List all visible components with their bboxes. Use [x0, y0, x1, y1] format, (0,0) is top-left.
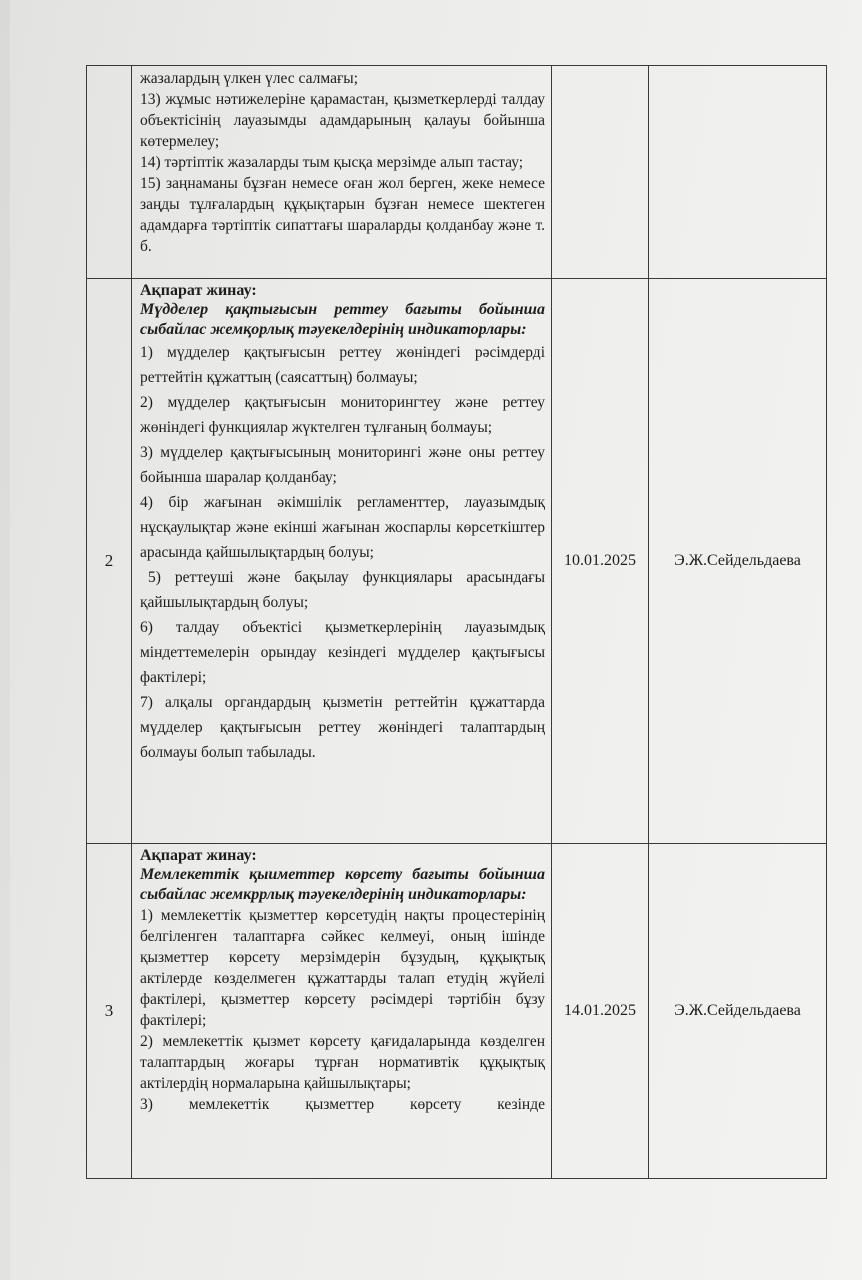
- list-item: 15) заңнаманы бұзған немесе оған жол берген, жеке немесе заңды тұлғалардың құқықтарын бұзған немесе шектеген адамдарға тәртіптік сипаттағы шараларды қолданбау және т. б.: [140, 175, 545, 255]
- table-row: [87, 844, 827, 1179]
- row-date: 14.01.2025: [552, 844, 649, 1179]
- list-item: жазалардың үлкен үлес салмағы;: [140, 70, 359, 87]
- row-description: [132, 279, 552, 844]
- list-item: 13) жұмыс нәтижелеріне қарамастан, қызметкерлерді талдау объектісінің лауазымды адамдарының қалауы бойынша көтермелеу;: [140, 91, 545, 150]
- row-responsible: Э.Ж.Сейдельдаева: [649, 844, 827, 1179]
- list-item: 1) мүдделер қақтығысын реттеу жөніндегі рәсімдерді реттейтін құжаттың (саясаттың) болмауы;: [140, 344, 545, 386]
- row-subheading: Мүдделер қақтығысын реттеу бағыты бойынша сыбайлас жемқорлық тәуекелдерінің индикаторлары:: [140, 301, 545, 338]
- list-item: 3) мүдделер қақтығысының мониторингі және оны реттеу бойынша шаралар қолданбау;: [140, 444, 545, 486]
- list-item: 5) реттеуші және бақылау функциялары арасындағы қайшылықтардың болуы;: [140, 569, 545, 611]
- row-description: [132, 844, 552, 1179]
- list-item: 14) тәртіптік жазаларды тым қысқа мерзімде алып тастау;: [140, 154, 524, 171]
- row-heading: Ақпарат жинау:: [140, 282, 257, 299]
- row-subheading: Мемлекеттік қыиметтер көрсету бағыты бойынша сыбайлас жемкррлық тәуекелдерінің индикаторлары:: [140, 866, 545, 903]
- list-item: 1) мемлекеттік қызметтер көрсетудің нақты процестерінің белгіленген талаптарға сәйкес келмеуі, оның ішінде қызметтер көрсету мерзімдерін бұзудың, құқықтық актілерде көзделмеген құжаттарды талап етудің жүйелі фактілері, қызметтер көрсету рәсімдері тәртібін бұзу фактілері;: [140, 907, 545, 1029]
- row-date: [552, 66, 649, 279]
- row-number: 2: [87, 279, 132, 844]
- list-item: 7) алқалы органдардың қызметін реттейтін құжаттарда мүдделер қақтығысын реттеу жөніндегі талаптардың болмауы болып табылады.: [140, 694, 545, 761]
- row-description: [132, 66, 552, 279]
- list-item: 4) бір жағынан әкімшілік регламенттер, лауазымдық нұсқаулықтар және екінші жағынан жоспарлы көрсеткіштер арасында қайшылықтардың болуы;: [140, 494, 545, 561]
- row-heading: Ақпарат жинау:: [140, 847, 257, 864]
- row-responsible: Э.Ж.Сейдельдаева: [649, 279, 827, 844]
- table-row: [87, 66, 827, 279]
- row-responsible: [649, 66, 827, 279]
- list-item: 3) мемлекеттік қызметтер көрсету кезінде: [140, 1096, 545, 1113]
- table-row: [87, 279, 827, 844]
- row-date: 10.01.2025: [552, 279, 649, 844]
- plan-table: [86, 65, 827, 1179]
- row-number: [87, 66, 132, 279]
- row-number: 3: [87, 844, 132, 1179]
- list-item: 6) талдау объектісі қызметкерлерінің лауазымдық міндеттемелерін орындау кезіндегі мүдделер қақтығысы фактілері;: [140, 619, 545, 686]
- list-item: 2) мүдделер қақтығысын мониторингтеу және реттеу жөніндегі функциялар жүктелген тұлғаның болмауы;: [140, 394, 545, 436]
- list-item: 2) мемлекеттік қызмет көрсету қағидаларында көзделген талаптардың жоғары тұрған нормативтік құқықтық актілердің нормаларына қайшылықтары;: [140, 1033, 545, 1092]
